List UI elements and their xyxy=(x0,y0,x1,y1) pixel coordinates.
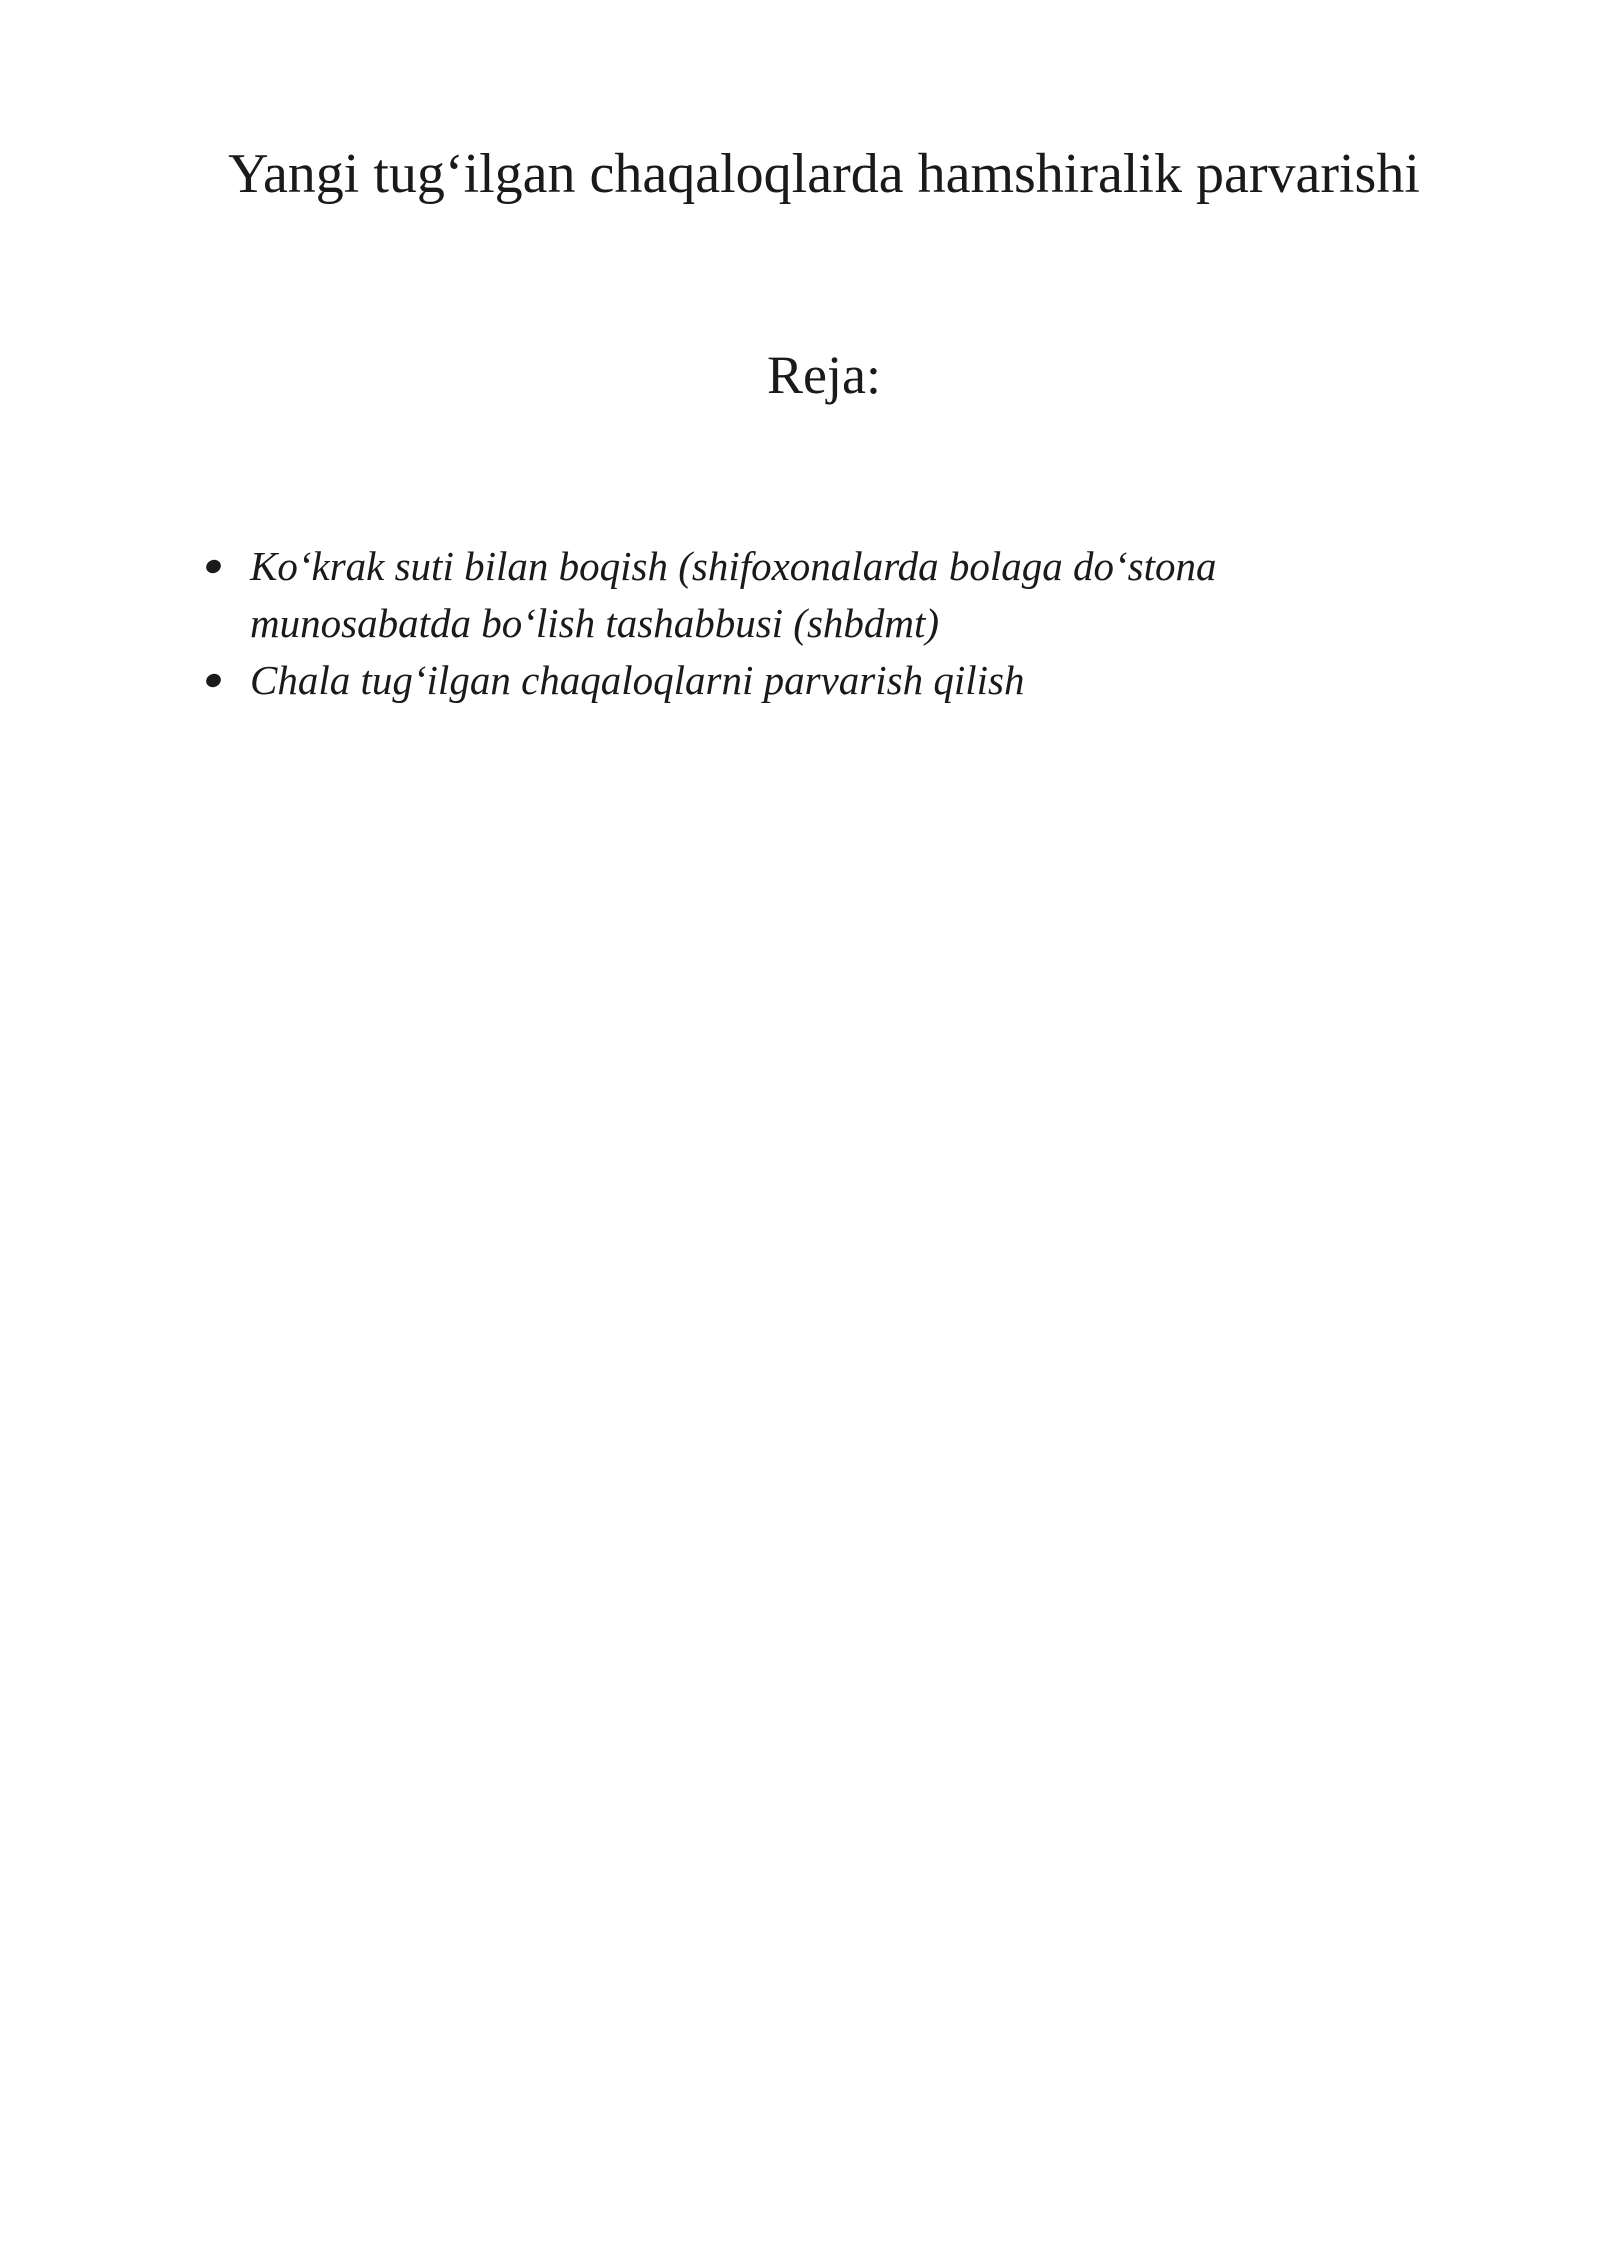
document-title: Yangi tug‘ilgan chaqaloqlarda hamshiralik parvarishi xyxy=(228,143,1420,205)
plan-item-text: Ko‘krak suti bilan boqish (shifoxonalarda bolaga do‘stona munosabatda bo‘lish tashabbusi (shbdmt) xyxy=(250,543,1217,646)
plan-item-premature-care xyxy=(196,652,1346,709)
plan-item-text: Chala tug‘ilgan chaqaloqlarni parvarish qilish xyxy=(250,657,1025,703)
plan-heading: Reja: xyxy=(767,345,881,405)
bullet-icon xyxy=(204,557,223,575)
plan-item-breastfeeding xyxy=(196,538,1346,652)
bullet-icon xyxy=(204,671,223,689)
plan-list xyxy=(196,538,1346,709)
